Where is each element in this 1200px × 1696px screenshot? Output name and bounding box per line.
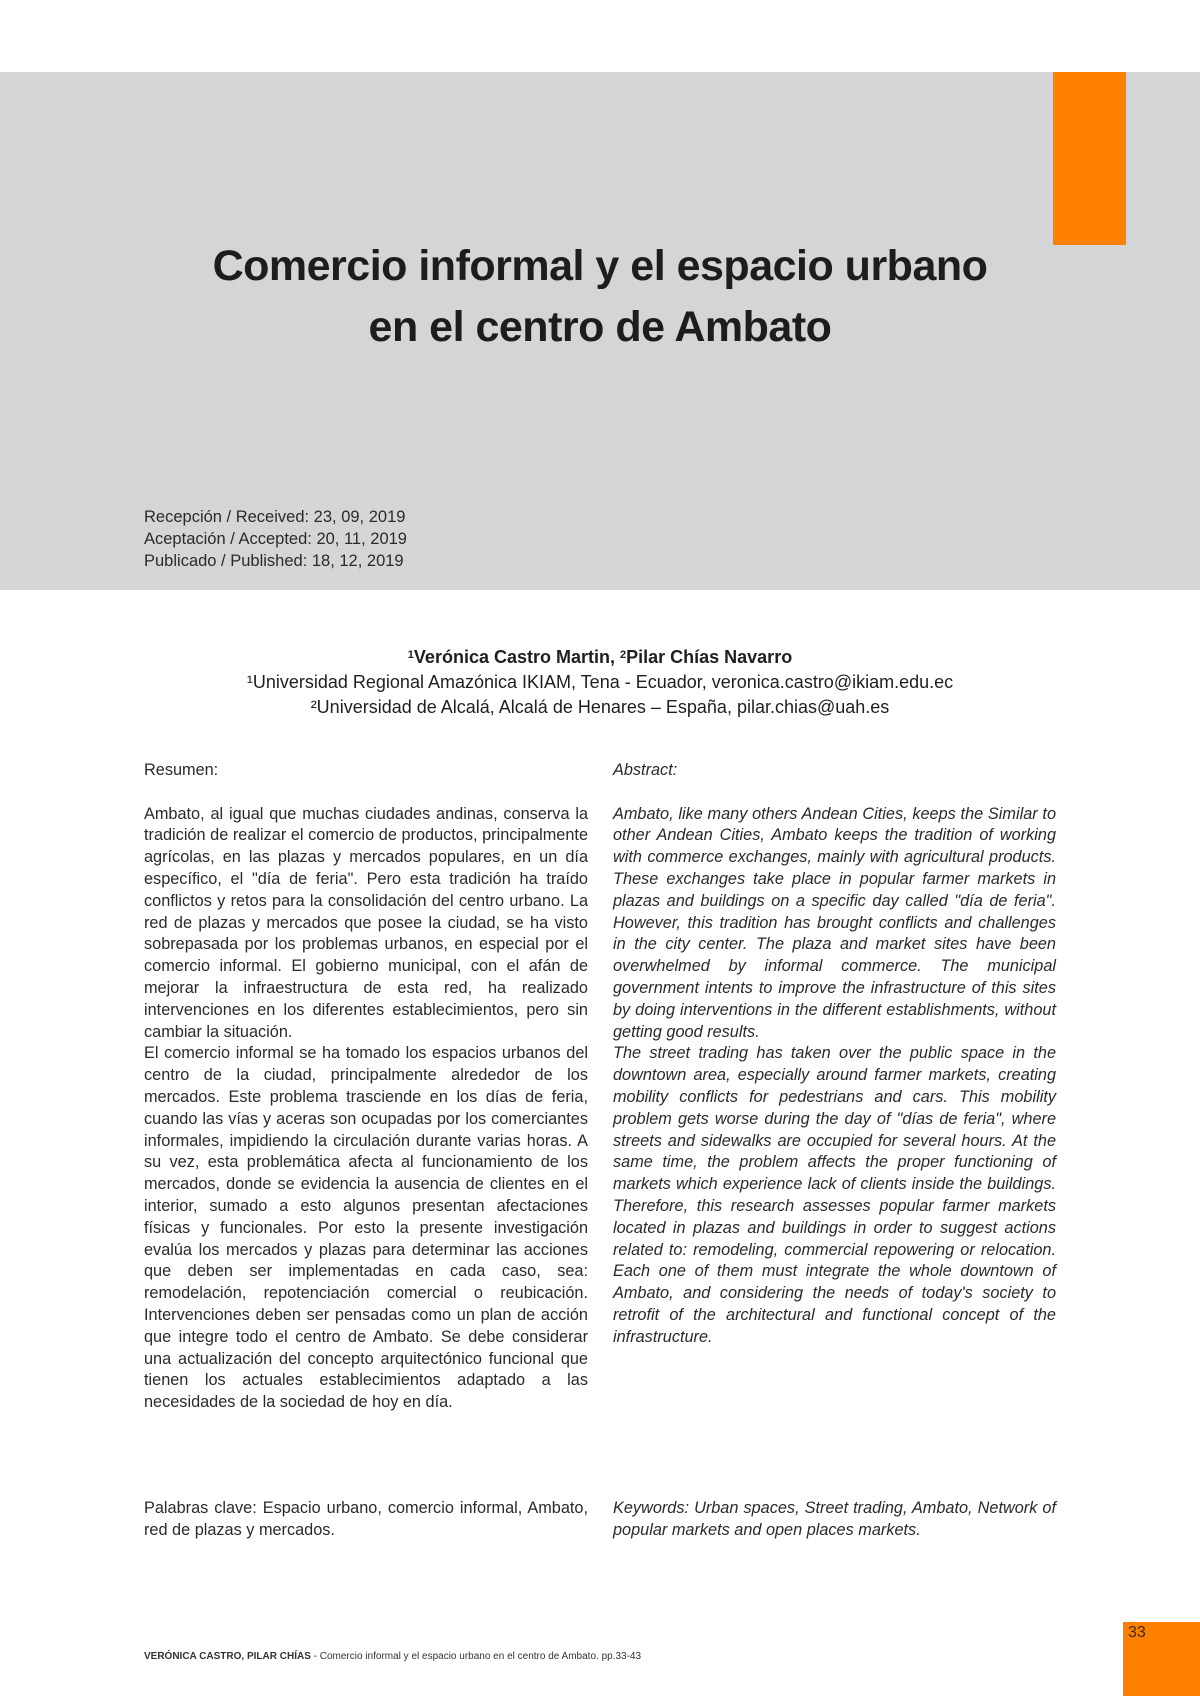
affiliation-1: ¹Universidad Regional Amazónica IKIAM, Tena - Ecuador, veronica.castro@ikiam.edu.ec bbox=[246, 672, 954, 692]
abstract-paragraph-1: Ambato, like many others Andean Cities, keeps the Similar to other Andean Cities, Ambato keeps the tradition of working with commerce exchanges, mainly with agricultural products. These exchanges take place in popular farmer markets in plazas and buildings on a specific day called "día de feria". However, this tradition has brought conflicts and challenges in the city center. The plaza and market sites have been overwhelmed by informal commerce. The municipal government intents to improve the infrastructure of this sites by doing interventions in the different establishments, without getting good results. bbox=[613, 804, 1056, 1041]
page-number: 33 bbox=[1128, 1624, 1146, 1641]
resumen-keywords: Palabras clave: Espacio urbano, comercio informal, Ambato, red de plazas y mercados. bbox=[144, 1499, 588, 1539]
orange-accent-tab bbox=[1053, 72, 1126, 245]
author-1-marker: 1 bbox=[407, 649, 414, 661]
abstract-keywords: Keywords: Urban spaces, Street trading, Ambato, Network of popular markets and open places markets. bbox=[613, 1499, 1056, 1539]
author-2-name: Pilar Chías Navarro bbox=[626, 647, 793, 667]
title-line-1: Comercio informal y el espacio urbano bbox=[212, 242, 988, 290]
footer-article-ref: - Comercio informal y el espacio urbano en el centro de Ambato. pp.33-43 bbox=[310, 1651, 642, 1662]
abstract-column bbox=[613, 760, 1056, 1539]
title-line-2: en el centro de Ambato bbox=[368, 303, 832, 351]
received-date: Recepción / Received: 23, 09, 2019 bbox=[144, 508, 406, 526]
resumen-paragraph-2: El comercio informal se ha tomado los espacios urbanos del centro de la ciudad, principalmente alrededor de los mercados. Este problema trasciende en los días de feria, cuando las vías y aceras son ocupadas por los comerciantes informales, impidiendo la circulación durante varias horas. A su vez, esta problemática afecta al funcionamiento de los mercados, donde se evidencia la ausencia de clientes en el interior, sumado a esto algunos presentan afectaciones físicas y funcionales. Por esto la presente investigación evalúa los mercados y plazas para determinar las acciones que deben ser implementadas en cada caso, sea: remodelación, repotenciación comercial o reubicación. Intervenciones deben ser pensadas como un plan de acción que integre todo el centro de Ambato. Se debe considerar una actualización del concepto arquitectónico funcional que tienen los actuales establecimientos adaptado a las necesidades de la sociedad de hoy en día. bbox=[144, 1044, 588, 1412]
publication-dates bbox=[144, 506, 407, 572]
author-1-name: Verónica Castro Martin, bbox=[413, 647, 620, 667]
resumen-paragraph-1: Ambato, al igual que muchas ciudades andinas, conserva la tradición de realizar el comercio de productos, principalmente agrícolas, en las plazas y mercados populares, en un día específico, el "día de feria". Pero esta tradición ha traído conflictos y retos para la consolidación del centro urbano. La red de plazas y mercados que posee la ciudad, se ha visto sobrepasada por los problemas urbanos, en especial por el comercio informal. El gobierno municipal, con el afán de mejorar la infraestructura de esta red, ha realizado intervenciones en los diferentes establecimientos, pero sin cambiar la situación. bbox=[144, 804, 588, 1041]
resumen-column bbox=[144, 760, 588, 1539]
article-title bbox=[130, 236, 1070, 358]
footer-authors: VERÓNICA CASTRO, PILAR CHÍAS bbox=[144, 1651, 311, 1662]
accepted-date: Aceptación / Accepted: 20, 11, 2019 bbox=[144, 530, 407, 548]
abstract-paragraph-2: The street trading has taken over the public space in the downtown area, especially around farmer markets, creating mobility conflicts for pedestrians and cars. This mobility problem gets worse during the day of "días de feria", where streets and sidewalks are occupied for several hours. At the same time, the problem affects the proper functioning of markets which experience lack of clients inside the buildings. Therefore, this research assesses popular farmer markets located in plazas and buildings in order to suggest actions related to: remodeling, commercial repowering or relocation. Each one of them must integrate the whole downtown of Ambato, and considering the needs of today's society to retrofit of the architectural and functional concept of the infrastructure. bbox=[613, 1044, 1056, 1346]
affiliation-2: ²Universidad de Alcalá, Alcalá de Henares – España, pilar.chias@uah.es bbox=[310, 697, 890, 717]
published-date: Publicado / Published: 18, 12, 2019 bbox=[144, 552, 404, 570]
author-2-marker: 2 bbox=[619, 649, 627, 661]
abstract-heading: Abstract: bbox=[613, 761, 678, 779]
footer-citation bbox=[144, 1651, 641, 1662]
resumen-heading: Resumen: bbox=[144, 761, 219, 779]
authors-block bbox=[0, 645, 1200, 720]
author-names bbox=[0, 645, 1200, 670]
